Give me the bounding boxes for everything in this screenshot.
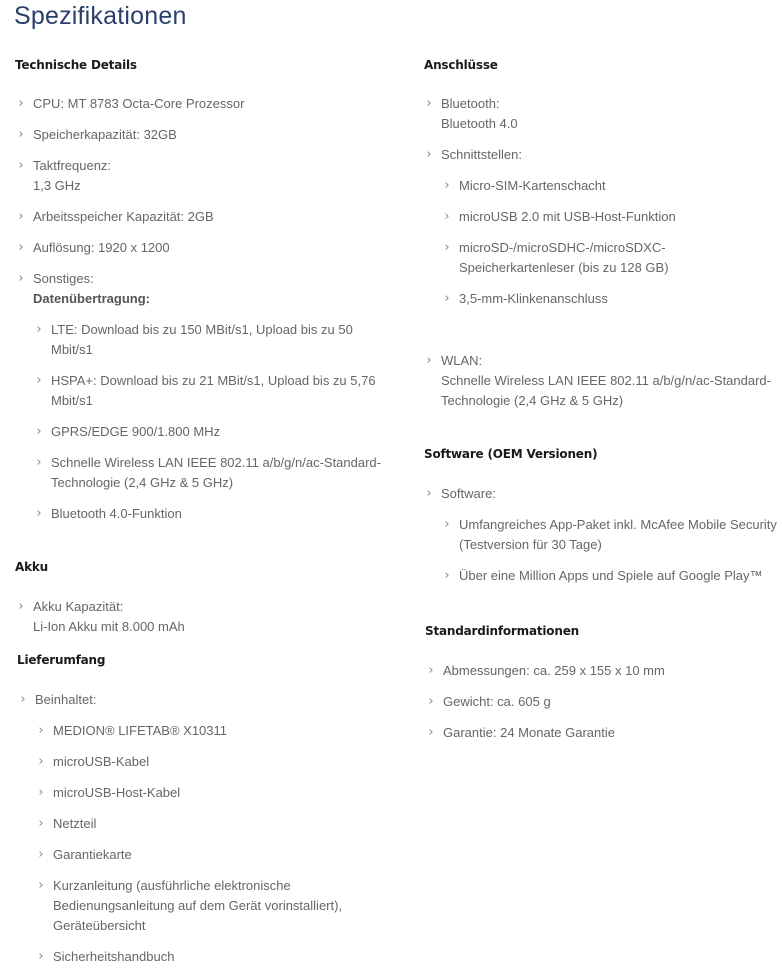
heading-standardinformationen: Standardinformationen	[425, 624, 579, 638]
chevron-right-icon: ›	[20, 692, 26, 707]
list-item-sonstiges: › Sonstiges: Datenübertragung:	[33, 269, 373, 309]
list-item-arbeitsspeicher: › Arbeitsspeicher Kapazität: 2GB	[33, 207, 373, 227]
chevron-right-icon: ›	[38, 754, 44, 769]
list-item-lte: › LTE: Download bis zu 150 MBit/s1, Upload bis zu 50 Mbit/s1	[51, 320, 381, 360]
list-item-gprs: › GPRS/EDGE 900/1.800 MHz	[51, 422, 381, 442]
heading-anschluesse: Anschlüsse	[424, 58, 498, 72]
list-item-schnittstelle: › microSD-/microSDHC-/microSDXC-Speicherkartenleser (bis zu 128 GB)	[459, 238, 781, 278]
list-item-garantie: › Garantie: 24 Monate Garantie	[443, 723, 773, 743]
chevron-right-icon: ›	[428, 663, 434, 678]
chevron-right-icon: ›	[38, 949, 44, 964]
chevron-right-icon: ›	[18, 599, 24, 614]
list-item-lieferumfang: › Garantiekarte	[53, 845, 373, 865]
chevron-right-icon: ›	[444, 178, 450, 193]
list-item-bluetooth-funktion: › Bluetooth 4.0-Funktion	[51, 504, 381, 524]
list-item-gewicht: › Gewicht: ca. 605 g	[443, 692, 773, 712]
chevron-right-icon: ›	[426, 147, 432, 162]
list-item-bluetooth: › Bluetooth: Bluetooth 4.0	[441, 94, 771, 134]
chevron-right-icon: ›	[36, 506, 42, 521]
heading-software: Software (OEM Versionen)	[424, 447, 598, 461]
list-item-schnittstellen: › Schnittstellen:	[441, 145, 771, 165]
list-item-lieferumfang: › Sicherheitshandbuch	[53, 947, 373, 967]
heading-akku: Akku	[15, 560, 48, 574]
list-item-lieferumfang: › Netzteil	[53, 814, 373, 834]
list-item-schnittstelle: › 3,5-mm-Klinkenanschluss	[459, 289, 779, 309]
chevron-right-icon: ›	[428, 694, 434, 709]
chevron-right-icon: ›	[38, 785, 44, 800]
list-item-wlan-tech: › Schnelle Wireless LAN IEEE 802.11 a/b/g/n/ac-Standard-Technologie (2,4 GHz & 5 GHz)	[51, 453, 391, 493]
list-item-taktfrequenz: › Taktfrequenz: 1,3 GHz	[33, 156, 373, 196]
chevron-right-icon: ›	[18, 271, 24, 286]
chevron-right-icon: ›	[38, 816, 44, 831]
list-item-aufloesung: › Auflösung: 1920 x 1200	[33, 238, 373, 258]
chevron-right-icon: ›	[36, 322, 42, 337]
list-item-speicher: › Speicherkapazität: 32GB	[33, 125, 373, 145]
list-item-cpu: › CPU: MT 8783 Octa-Core Prozessor	[33, 94, 373, 114]
list-item-wlan: › WLAN: Schnelle Wireless LAN IEEE 802.11 a/b/g/n/ac-Standard-Technologie (2,4 GHz & 5 GHz)	[441, 351, 776, 411]
chevron-right-icon: ›	[38, 878, 44, 893]
chevron-right-icon: ›	[18, 158, 24, 173]
chevron-right-icon: ›	[426, 96, 432, 111]
chevron-right-icon: ›	[18, 96, 24, 111]
chevron-right-icon: ›	[444, 568, 450, 583]
heading-lieferumfang: Lieferumfang	[17, 653, 106, 667]
chevron-right-icon: ›	[36, 455, 42, 470]
chevron-right-icon: ›	[18, 209, 24, 224]
chevron-right-icon: ›	[38, 847, 44, 862]
list-item-abmessungen: › Abmessungen: ca. 259 x 155 x 10 mm	[443, 661, 773, 681]
chevron-right-icon: ›	[444, 291, 450, 306]
list-item-schnittstelle: › microUSB 2.0 mit USB-Host-Funktion	[459, 207, 779, 227]
chevron-right-icon: ›	[18, 127, 24, 142]
list-item-lieferumfang: › Kurzanleitung (ausführliche elektronische Bedienungsanleitung auf dem Gerät vorinstalliert), Geräteübersicht	[53, 876, 363, 936]
list-item-lieferumfang: › microUSB-Host-Kabel	[53, 783, 373, 803]
chevron-right-icon: ›	[36, 424, 42, 439]
chevron-right-icon: ›	[38, 723, 44, 738]
list-item-lieferumfang: › microUSB-Kabel	[53, 752, 373, 772]
chevron-right-icon: ›	[428, 725, 434, 740]
chevron-right-icon: ›	[36, 373, 42, 388]
list-item-software-app: › Umfangreiches App-Paket inkl. McAfee Mobile Security (Testversion für 30 Tage)	[459, 515, 781, 555]
chevron-right-icon: ›	[426, 486, 432, 501]
list-item-hspa: › HSPA+: Download bis zu 21 MBit/s1, Upload bis zu 5,76 Mbit/s1	[51, 371, 381, 411]
list-item-schnittstelle: › Micro-SIM-Kartenschacht	[459, 176, 779, 196]
list-item-lieferumfang: › MEDION® LIFETAB® X10311	[53, 721, 373, 741]
list-item-software: › Software:	[441, 484, 771, 504]
page-title: Spezifikationen	[14, 2, 187, 30]
chevron-right-icon: ›	[444, 240, 450, 255]
chevron-right-icon: ›	[426, 353, 432, 368]
chevron-right-icon: ›	[18, 240, 24, 255]
list-item-software-app: › Über eine Million Apps und Spiele auf Google Play™	[459, 566, 779, 586]
list-item-beinhaltet: › Beinhaltet:	[35, 690, 375, 710]
heading-technische-details: Technische Details	[15, 58, 137, 72]
list-item-akku: › Akku Kapazität: Li-Ion Akku mit 8.000 mAh	[33, 597, 373, 637]
chevron-right-icon: ›	[444, 517, 450, 532]
chevron-right-icon: ›	[444, 209, 450, 224]
